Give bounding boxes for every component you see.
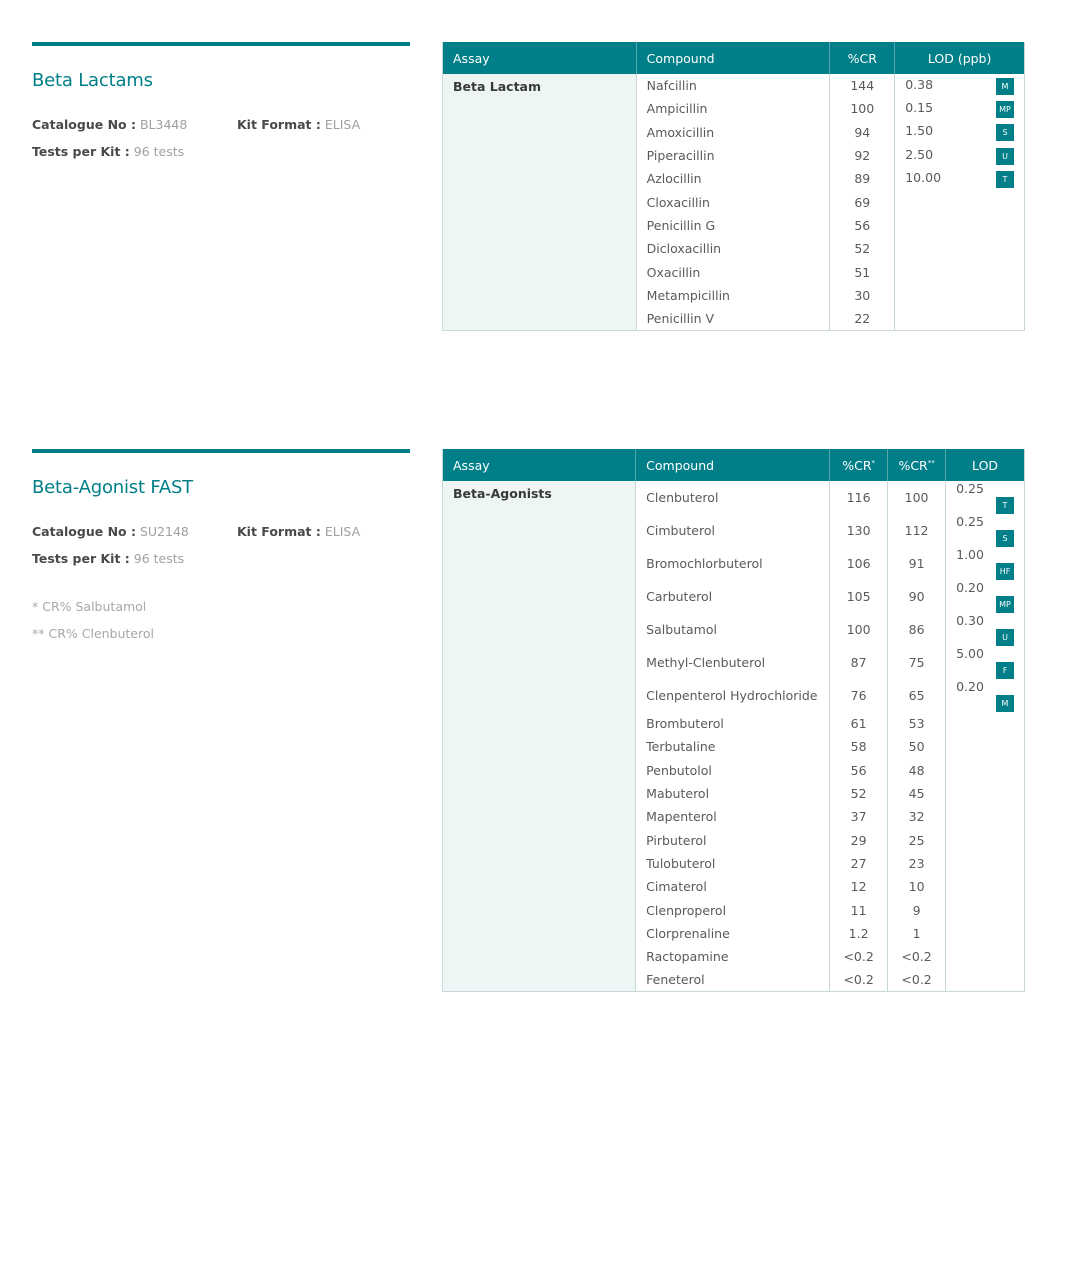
compound-cell: Clenbuterol [636,481,830,514]
catalogue-label: Catalogue No : [32,117,136,132]
lod-cell [946,968,1025,991]
cr-cell: 9 [888,898,946,921]
lod-cell [946,613,1025,646]
compound-cell: Amoxicillin [636,121,830,144]
table-header-row [443,42,1025,74]
matrix-badge: F [996,662,1014,679]
cr-cell: 144 [830,74,895,97]
cr-cell: 22 [830,307,895,330]
lod-cell [946,805,1025,828]
beta-lactams-table [442,42,1025,331]
kit-format-value: ELISA [324,117,361,132]
compound-cell: Azlocillin [636,167,830,190]
cr-cell: <0.2 [830,968,888,991]
cr-cell: 105 [830,580,888,613]
cr-cell: 1.2 [830,922,888,945]
header-cr-sup: * [871,458,876,467]
compound-cell: Clorprenaline [636,922,830,945]
header-cr-clenbuterol [888,449,946,481]
cr-cell: 100 [830,613,888,646]
compound-cell: Cloxacillin [636,190,830,213]
header-compound: Compound [636,42,830,74]
header-lod: LOD [946,449,1025,481]
kit-format-label: Kit Format : [237,117,321,132]
cr-cell: 69 [830,190,895,213]
lod-value: 2.50 [905,146,934,162]
lod-cell [895,190,1025,213]
lod-cell [946,852,1025,875]
catalogue-value: BL3448 [139,117,188,132]
kit-format [237,117,360,132]
cr-cell: 92 [830,144,895,167]
compound-cell: Nafcillin [636,74,830,97]
lod-cell [946,735,1025,758]
cr-cell: 50 [888,735,946,758]
lod-cell [895,214,1025,237]
cr-cell: 53 [888,712,946,735]
lod-cell [946,898,1025,921]
compound-cell: Mapenterol [636,805,830,828]
compound-cell: Brombuterol [636,712,830,735]
cr-cell: 116 [830,481,888,514]
tests-value: 96 tests [133,144,185,159]
matrix-badge: S [996,124,1014,141]
cr-cell: <0.2 [888,945,946,968]
cr-cell: 52 [830,237,895,260]
matrix-badge: MP [996,596,1014,613]
compound-cell: Mabuterol [636,782,830,805]
table-row [443,481,1025,514]
compound-cell: Penicillin G [636,214,830,237]
header-compound: Compound [636,449,830,481]
lod-value: 0.30 [956,613,984,628]
compound-cell: Penicillin V [636,307,830,330]
catalogue-row [32,117,410,144]
compound-cell: Penbutolol [636,759,830,782]
lod-cell [895,144,1025,167]
cr-cell: 100 [888,481,946,514]
compound-cell: Ampicillin [636,97,830,120]
compound-cell: Ractopamine [636,945,830,968]
cr-cell: 100 [830,97,895,120]
tests-row [32,144,410,171]
lod-cell [895,121,1025,144]
header-cr-label: %CR [898,457,928,473]
compound-cell: Oxacillin [636,260,830,283]
header-assay: Assay [443,449,636,481]
lod-cell [946,922,1025,945]
kit-format-value: ELISA [324,524,361,539]
matrix-badge: M [996,78,1014,95]
catalogue-label: Catalogue No : [32,524,136,539]
lod-cell [946,547,1025,580]
compound-cell: Bromochlorbuterol [636,547,830,580]
cr-cell: 25 [888,828,946,851]
cr-cell: 48 [888,759,946,782]
header-cr-label: %CR [842,457,872,473]
matrix-badge: S [996,530,1014,547]
matrix-badge: M [996,695,1014,712]
lod-cell [946,945,1025,968]
lod-value: 0.38 [905,76,934,92]
beta-agonist-table [442,449,1025,992]
footnote-salbutamol: * CR% Salbutamol [32,599,147,614]
lod-cell [946,514,1025,547]
lod-value: 0.20 [956,580,984,595]
lod-cell [895,74,1025,97]
lod-cell [946,759,1025,782]
cr-cell: 52 [830,782,888,805]
matrix-badge: HF [996,563,1014,580]
lod-cell [946,782,1025,805]
tests-row [32,551,410,578]
catalogue-row [32,524,410,551]
compound-cell: Dicloxacillin [636,237,830,260]
cr-cell: 11 [830,898,888,921]
compound-cell: Terbutaline [636,735,830,758]
cr-cell: 112 [888,514,946,547]
cr-cell: 76 [830,679,888,712]
lod-cell [895,284,1025,307]
compound-cell: Cimaterol [636,875,830,898]
table-row [443,74,1025,97]
cr-cell: 94 [830,121,895,144]
lod-value: 0.15 [905,99,934,115]
lod-value: 1.00 [956,547,984,562]
assay-cell: Beta-Agonists [443,481,636,992]
compound-cell: Feneterol [636,968,830,991]
cr-cell: 58 [830,735,888,758]
cr-cell: <0.2 [888,968,946,991]
footnote-clenbuterol: ** CR% Clenbuterol [32,626,154,641]
cr-cell: 130 [830,514,888,547]
cr-cell: 32 [888,805,946,828]
matrix-badge: T [996,171,1014,188]
cr-cell: <0.2 [830,945,888,968]
header-lod: LOD (ppb) [895,42,1025,74]
assay-cell: Beta Lactam [443,74,637,330]
kit-format-label: Kit Format : [237,524,321,539]
compound-cell: Salbutamol [636,613,830,646]
matrix-badge: U [996,629,1014,646]
lod-cell [895,167,1025,190]
cr-cell: 86 [888,613,946,646]
compound-cell: Pirbuterol [636,828,830,851]
beta-agonist-info [32,449,410,653]
catalogue-value: SU2148 [139,524,189,539]
compound-cell: Piperacillin [636,144,830,167]
tests-label: Tests per Kit : [32,551,130,566]
beta-agonist-title: Beta-Agonist FAST [32,477,193,498]
cr-cell: 37 [830,805,888,828]
lod-value: 0.25 [956,514,984,529]
compound-cell: Carbuterol [636,580,830,613]
lod-cell [946,875,1025,898]
matrix-badge: U [996,148,1014,165]
cr-cell: 91 [888,547,946,580]
kit-format [237,524,360,539]
compound-cell: Tulobuterol [636,852,830,875]
lod-cell [895,97,1025,120]
lod-cell [895,307,1025,330]
cr-cell: 89 [830,167,895,190]
cr-cell: 1 [888,922,946,945]
compound-cell: Clenpenterol Hydrochloride [636,679,830,712]
compound-cell: Clenproperol [636,898,830,921]
lod-cell [946,828,1025,851]
tests-value: 96 tests [133,551,185,566]
section-rule [32,42,410,46]
lod-value: 10.00 [905,169,942,185]
cr-cell: 27 [830,852,888,875]
cr-cell: 51 [830,260,895,283]
lod-value: 1.50 [905,123,934,139]
cr-cell: 56 [830,759,888,782]
lod-cell [946,481,1025,514]
beta-lactams-info [32,42,410,171]
header-cr: %CR [830,42,895,74]
cr-cell: 75 [888,646,946,679]
cr-cell: 10 [888,875,946,898]
compound-cell: Methyl-Clenbuterol [636,646,830,679]
header-assay: Assay [443,42,637,74]
cr-cell: 61 [830,712,888,735]
lod-cell [946,712,1025,735]
cr-cell: 106 [830,547,888,580]
lod-cell [946,580,1025,613]
cr-cell: 29 [830,828,888,851]
lod-cell [895,237,1025,260]
lod-value: 5.00 [956,646,984,661]
cr-cell: 45 [888,782,946,805]
lod-value: 0.25 [956,481,984,496]
cr-cell: 90 [888,580,946,613]
matrix-badge: MP [996,101,1014,118]
cr-cell: 12 [830,875,888,898]
section-rule [32,449,410,453]
lod-cell [895,260,1025,283]
beta-lactams-title: Beta Lactams [32,70,153,91]
cr-cell: 23 [888,852,946,875]
matrix-badge: T [996,497,1014,514]
lod-cell [946,646,1025,679]
compound-cell: Cimbuterol [636,514,830,547]
lod-cell [946,679,1025,712]
header-cr-salbutamol [830,449,888,481]
cr-cell: 65 [888,679,946,712]
tests-label: Tests per Kit : [32,144,130,159]
cr-cell: 87 [830,646,888,679]
lod-value: 0.20 [956,679,984,694]
header-cr-sup: ** [927,458,935,467]
compound-cell: Metampicillin [636,284,830,307]
table-header-row [443,449,1025,481]
cr-cell: 56 [830,214,895,237]
cr-cell: 30 [830,284,895,307]
